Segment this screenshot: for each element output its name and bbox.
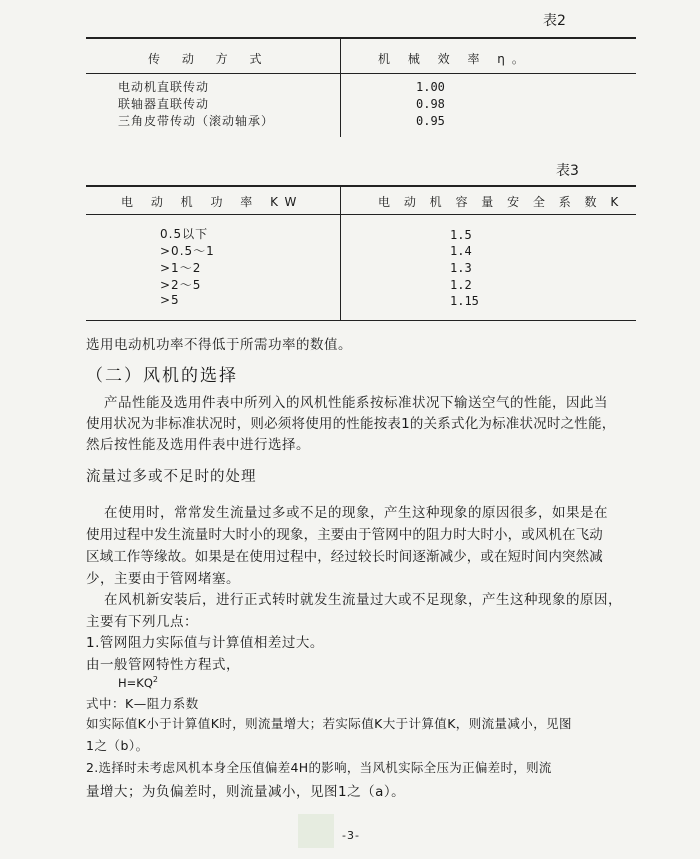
paragraph-line: 使用状况为非标准状况时，则必须将使用的性能按表1的关系式化为标准状况时之性能， bbox=[86, 416, 616, 432]
page-number: -3- bbox=[342, 829, 360, 842]
table3-header-power: 电 动 机 功 率 KW bbox=[121, 195, 304, 209]
paragraph-line: 主要有下列几点： bbox=[86, 614, 198, 630]
paragraph-line: 使用过程中发生流量时大时小的现象，主要由于管网中的阻力时大时小，或风机在飞动 bbox=[86, 527, 603, 543]
table3-row-factor: 1.3 bbox=[450, 261, 472, 275]
table3-row-power: >5 bbox=[160, 293, 180, 307]
table3-header-factor: 电 动 机 容 量 安 全 系 数 K bbox=[378, 195, 624, 209]
formula-exponent: 2 bbox=[152, 675, 158, 684]
paragraph-line: 如实际值K小于计算值K时，则流量增大；若实际值K大于计算值K，则流量减小，见图 bbox=[86, 716, 572, 731]
table3-row-factor: 1.2 bbox=[450, 278, 472, 292]
table2-row-value: 1.00 bbox=[416, 80, 445, 94]
paragraph-line: 产品性能及选用件表中所列入的风机性能系按标准状况下输送空气的性能，因此当 bbox=[104, 395, 608, 411]
paragraph-line: 区域工作等缘故。如果是在使用过程中，经过较长时间逐渐减少，或在短时间内突然减 bbox=[86, 549, 603, 565]
table2-row: 联轴器直联传动 bbox=[118, 97, 210, 111]
table2-header-efficiency: 机 械 效 率 η。 bbox=[378, 52, 531, 66]
table3-bottom-rule bbox=[86, 320, 636, 321]
paragraph-line: 1之（b）。 bbox=[86, 738, 149, 753]
list-item-1: 1.管网阻力实际值与计算值相差过大。 bbox=[86, 635, 324, 651]
table3-row-power: >2～5 bbox=[160, 278, 202, 292]
table2-header-rule bbox=[86, 73, 636, 74]
formula-main: H=KQ bbox=[118, 675, 153, 690]
subheading: 流量过多或不足时的处理 bbox=[86, 469, 257, 485]
table2-row-value: 0.98 bbox=[416, 97, 445, 111]
table3-row-power: >1～2 bbox=[160, 261, 202, 275]
paragraph-line: 在使用时，常常发生流量过多或不足的现象，产生这种现象的原因很多，如果是在 bbox=[104, 505, 608, 521]
paragraph-line: 在风机新安装后，进行正式转时就发生流量过大或不足现象，产生这种现象的原因， bbox=[104, 592, 622, 608]
faded-stamp-mark bbox=[298, 814, 334, 848]
list-item-1-detail: 由一般管网特性方程式， bbox=[86, 657, 240, 673]
formula-note: 式中：K—阻力系数 bbox=[86, 696, 199, 711]
table3-top-rule bbox=[86, 185, 636, 187]
table3-row-factor: 1.5 bbox=[450, 228, 472, 242]
table3-row-factor: 1.4 bbox=[450, 244, 472, 258]
table3-column-divider bbox=[340, 185, 341, 320]
table3-row-factor: 1.15 bbox=[450, 294, 479, 308]
paragraph-line: 量增大；为负偏差时，则流量减小，见图1之（a）。 bbox=[86, 784, 406, 800]
table2-top-rule bbox=[86, 37, 636, 39]
table2-row: 三角皮带传动（滚动轴承） bbox=[118, 114, 275, 128]
table3-header-rule bbox=[86, 214, 636, 215]
note-text: 选用电动机功率不得低于所需功率的数值。 bbox=[86, 337, 352, 353]
table2-caption: 表2 bbox=[543, 13, 566, 29]
paragraph-line: 少，主要由于管网堵塞。 bbox=[86, 571, 240, 587]
table2-header-method: 传 动 方 式 bbox=[148, 52, 271, 66]
table3-row-power: >0.5～1 bbox=[160, 244, 215, 258]
table2-row-value: 0.95 bbox=[416, 114, 445, 128]
table2-column-divider bbox=[340, 37, 341, 137]
table2-row: 电动机直联传动 bbox=[118, 80, 210, 94]
paragraph-line: 2.选择时未考虑风机本身全压值偏差4H的影响，当风机实际全压为正偏差时，则流 bbox=[86, 760, 552, 775]
formula bbox=[118, 675, 158, 690]
section-title: （二）风机的选择 bbox=[86, 366, 238, 386]
table3-caption: 表3 bbox=[556, 163, 579, 179]
table3-row-power: 0.5以下 bbox=[160, 227, 209, 241]
paragraph-line: 然后按性能及选用件表中进行选择。 bbox=[86, 437, 310, 453]
